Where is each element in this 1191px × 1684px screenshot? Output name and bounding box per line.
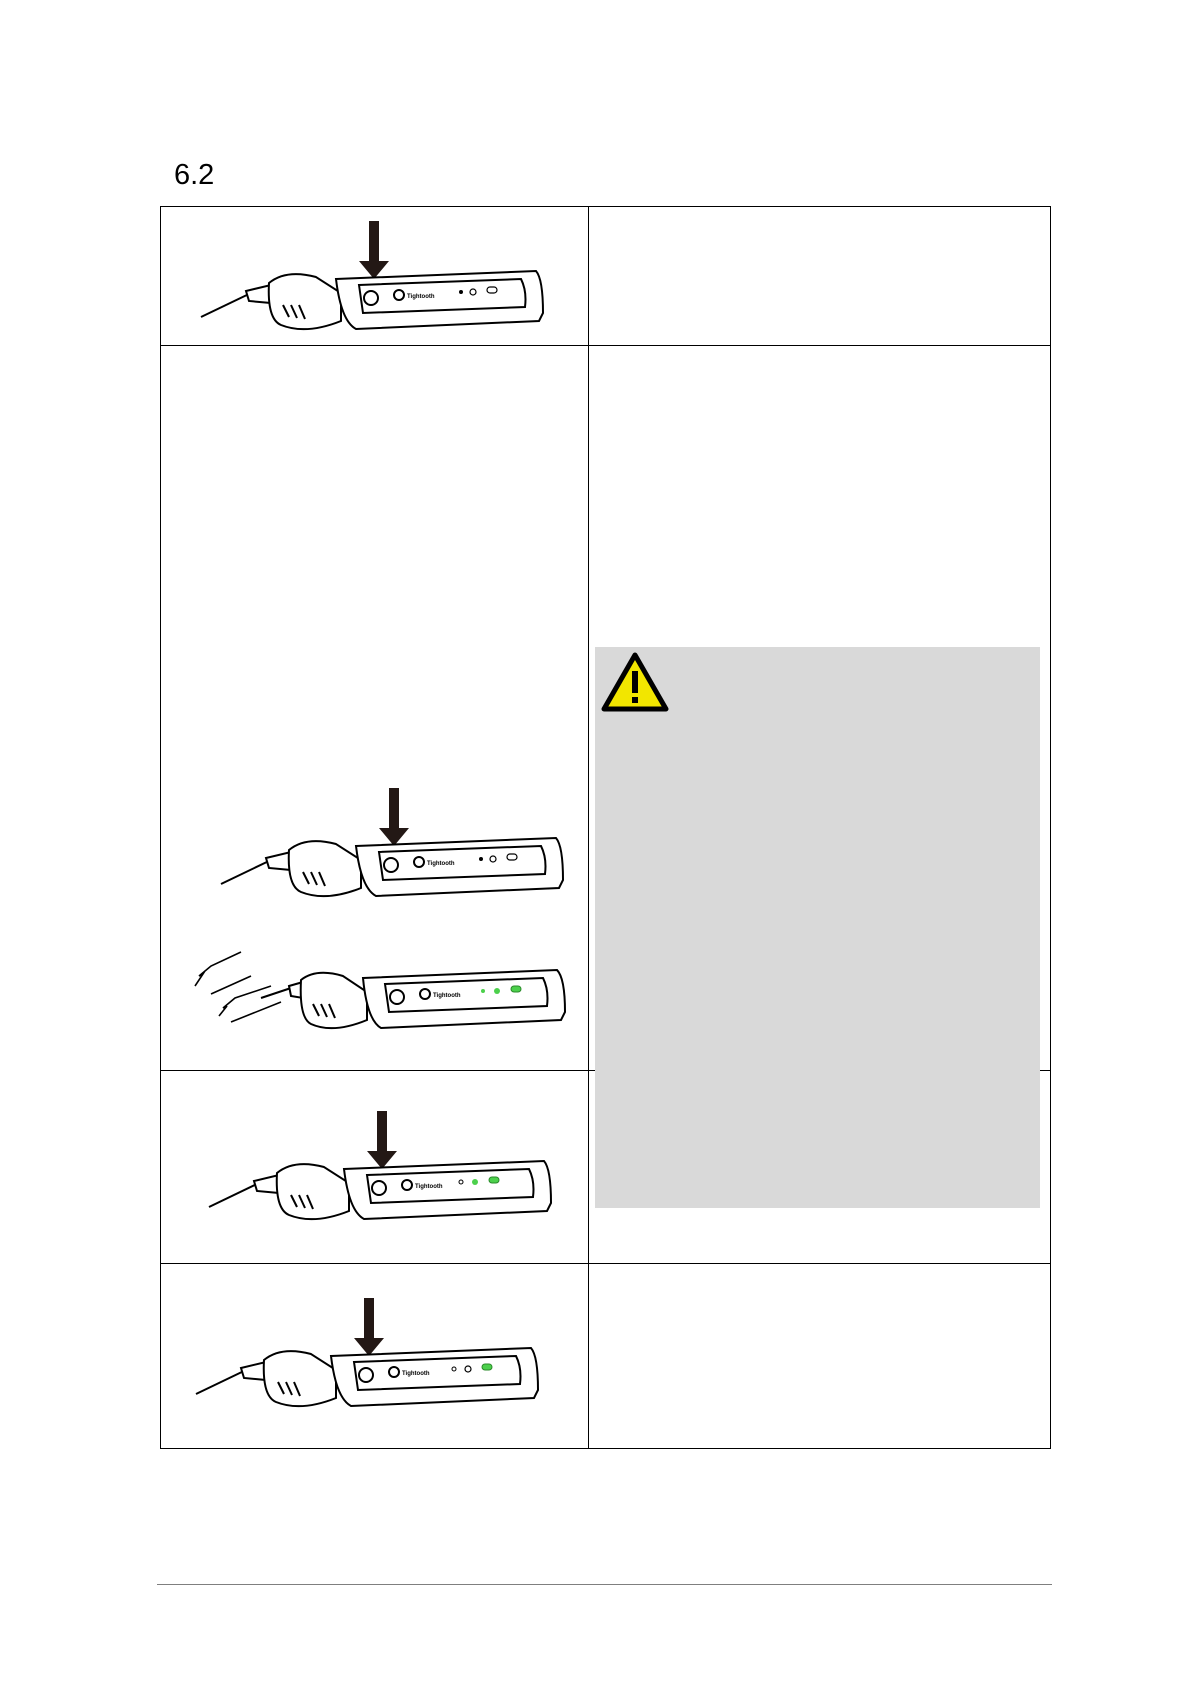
down-arrow-icon — [354, 1298, 384, 1356]
description-cell — [589, 1264, 1050, 1450]
handpiece-vibrating-illustration — [191, 946, 571, 1056]
table-row — [161, 207, 1050, 346]
description-cell — [589, 207, 1050, 345]
description-cell — [589, 346, 1050, 1070]
handpiece-illustration — [199, 1111, 559, 1231]
led-indicator — [472, 1179, 478, 1185]
footer-rule — [157, 1584, 1052, 1585]
down-arrow-icon — [367, 1111, 397, 1169]
brand-label: Tightooth — [415, 1184, 443, 1190]
down-arrow-icon — [359, 221, 389, 279]
illustration-cell — [161, 346, 588, 1070]
led-indicator — [511, 986, 521, 992]
led-indicator — [494, 988, 500, 994]
illustration-cell — [161, 1071, 588, 1263]
brand-label: Tightooth — [433, 993, 461, 999]
led-indicator — [481, 989, 485, 993]
brand-label: Tightooth — [427, 861, 455, 867]
section-number: 6.2 — [174, 159, 215, 191]
handpiece-illustration — [211, 788, 571, 908]
handpiece-illustration — [191, 221, 551, 341]
illustration-cell — [161, 207, 588, 345]
handpiece-illustration — [186, 1298, 546, 1418]
instruction-table — [160, 206, 1051, 1449]
illustration-cell — [161, 1264, 588, 1450]
led-indicator — [482, 1364, 492, 1370]
led-indicator — [489, 1177, 499, 1183]
brand-label: Tightooth — [407, 294, 435, 300]
vibration-icon — [195, 952, 281, 1022]
table-row — [161, 1071, 1050, 1264]
warning-triangle-icon — [600, 651, 670, 713]
table-row — [161, 346, 1050, 1071]
table-row — [161, 1264, 1050, 1450]
down-arrow-icon — [379, 788, 409, 846]
description-cell — [589, 1071, 1050, 1263]
brand-label: Tightooth — [402, 1371, 430, 1377]
